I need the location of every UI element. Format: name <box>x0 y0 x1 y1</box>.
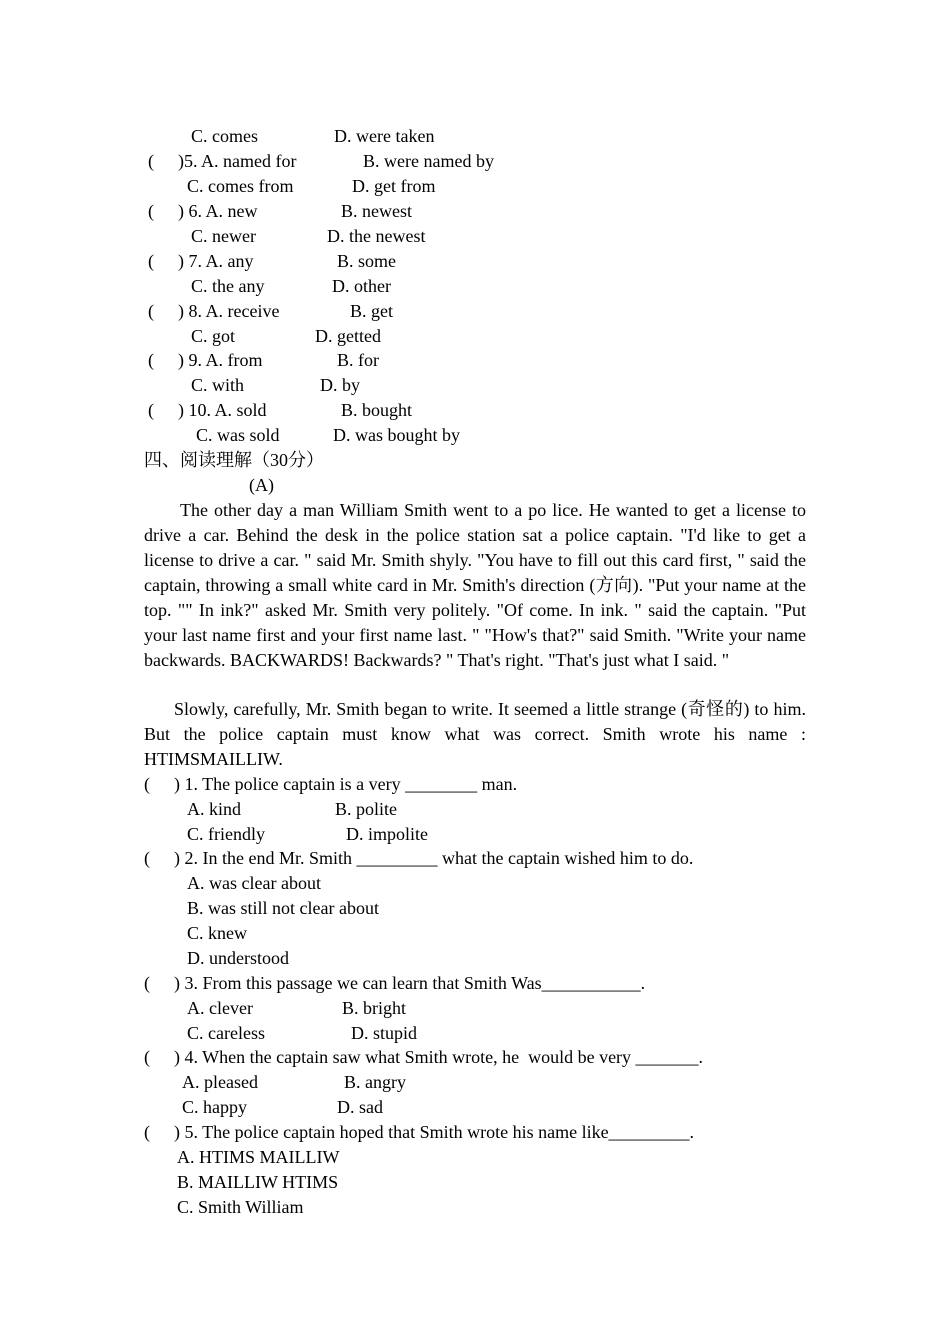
rq5-option-a: A. HTIMS MAILLIW <box>177 1147 340 1167</box>
q5-paren: ( <box>148 151 154 171</box>
q9-option-c: C. with <box>191 375 245 395</box>
q6-option-a: ) 6. A. new <box>178 201 258 221</box>
q7-paren: ( <box>148 251 154 271</box>
q6-option-c: C. newer <box>191 226 256 246</box>
rq5-stem: ) 5. The police captain hoped that Smith wrote his name like_________. <box>174 1122 695 1142</box>
q9-option-a: ) 9. A. from <box>178 350 263 370</box>
rq3-option-a: A. clever <box>187 998 253 1018</box>
rq3-option-b: B. bright <box>342 998 407 1018</box>
rq3-option-d: D. stupid <box>351 1023 418 1043</box>
q5-option-d: D. get from <box>352 176 436 196</box>
q5-option-b: B. were named by <box>363 151 494 171</box>
q6-option-d: D. the newest <box>327 226 426 246</box>
rq1-stem: ) 1. The police captain is a very ________ man. <box>174 774 518 794</box>
rq2-option-b: B. was still not clear about <box>187 898 379 918</box>
rq5-paren: ( <box>144 1122 150 1142</box>
q6-option-b: B. newest <box>341 201 412 221</box>
rq4-option-a: A. pleased <box>182 1072 258 1092</box>
rq4-paren: ( <box>144 1047 150 1067</box>
q7-option-a: ) 7. A. any <box>178 251 254 271</box>
passage-paragraph-2: Slowly, carefully, Mr. Smith began to write. It seemed a little strange (奇怪的) to him. But the police captain must know what was correct. Smith wrote his name : HTIMSMAILLIW. <box>144 699 806 769</box>
q10-option-d: D. was bought by <box>333 425 460 445</box>
q7-option-b: B. some <box>337 251 397 271</box>
q8-option-d: D. getted <box>315 326 381 346</box>
rq4-option-c: C. happy <box>182 1097 247 1117</box>
rq5-option-c: C. Smith William <box>177 1197 304 1217</box>
rq2-option-d: D. understood <box>187 948 289 968</box>
rq4-option-d: D. sad <box>337 1097 383 1117</box>
rq4-stem: ) 4. When the captain saw what Smith wrote, he would be very _______. <box>174 1047 704 1067</box>
q7-option-c: C. the any <box>191 276 265 296</box>
rq3-paren: ( <box>144 973 150 993</box>
q4-option-d: D. were taken <box>334 126 435 146</box>
q5-option-a: )5. A. named for <box>178 151 297 171</box>
rq5-option-b: B. MAILLIW HTIMS <box>177 1172 339 1192</box>
rq3-stem: ) 3. From this passage we can learn that Smith Was___________. <box>174 973 646 993</box>
q8-option-c: C. got <box>191 326 236 346</box>
rq2-paren: ( <box>144 848 150 868</box>
rq2-stem: ) 2. In the end Mr. Smith _________ what the captain wished him to do. <box>174 848 694 868</box>
rq1-option-b: B. polite <box>335 799 397 819</box>
rq1-option-d: D. impolite <box>346 824 428 844</box>
rq4-option-b: B. angry <box>344 1072 406 1092</box>
q10-option-a: ) 10. A. sold <box>178 400 267 420</box>
q9-option-d: D. by <box>320 375 360 395</box>
q9-option-b: B. for <box>337 350 379 370</box>
rq1-option-a: A. kind <box>187 799 241 819</box>
rq2-option-a: A. was clear about <box>187 873 321 893</box>
rq3-option-c: C. careless <box>187 1023 265 1043</box>
reading-heading: 四、阅读理解（30分） <box>144 450 324 470</box>
rq1-option-c: C. friendly <box>187 824 265 844</box>
q10-option-b: B. bought <box>341 400 413 420</box>
q4-option-c: C. comes <box>191 126 258 146</box>
q10-option-c: C. was sold <box>196 425 280 445</box>
q8-option-b: B. get <box>350 301 393 321</box>
q9-paren: ( <box>148 350 154 370</box>
q5-option-c: C. comes from <box>187 176 294 196</box>
q8-option-a: ) 8. A. receive <box>178 301 280 321</box>
q8-paren: ( <box>148 301 154 321</box>
q10-paren: ( <box>148 400 154 420</box>
rq2-option-c: C. knew <box>187 923 247 943</box>
q6-paren: ( <box>148 201 154 221</box>
passage-paragraph-1: The other day a man William Smith went to a po lice. He wanted to get a license to drive a car. Behind the desk in the police station sat a police captain. "I'd like to get a license to drive a car. " said Mr. Smith shyly. "You have to fill out this card first, " said the captain, throwing a small white card in Mr. Smith's direction (方向). "Put your name at the top. "" In ink?" asked Mr. Smith very politely. "Of come. In ink. " said the captain. "Put your last name first and your first name last. " "How's that?" said Smith. "Write your name backwards. BACKWARDS! Backwards? " That's right. "That's just what I said. " <box>144 500 806 670</box>
rq1-paren: ( <box>144 774 150 794</box>
q7-option-d: D. other <box>332 276 391 296</box>
passage-label: (A) <box>249 475 274 495</box>
